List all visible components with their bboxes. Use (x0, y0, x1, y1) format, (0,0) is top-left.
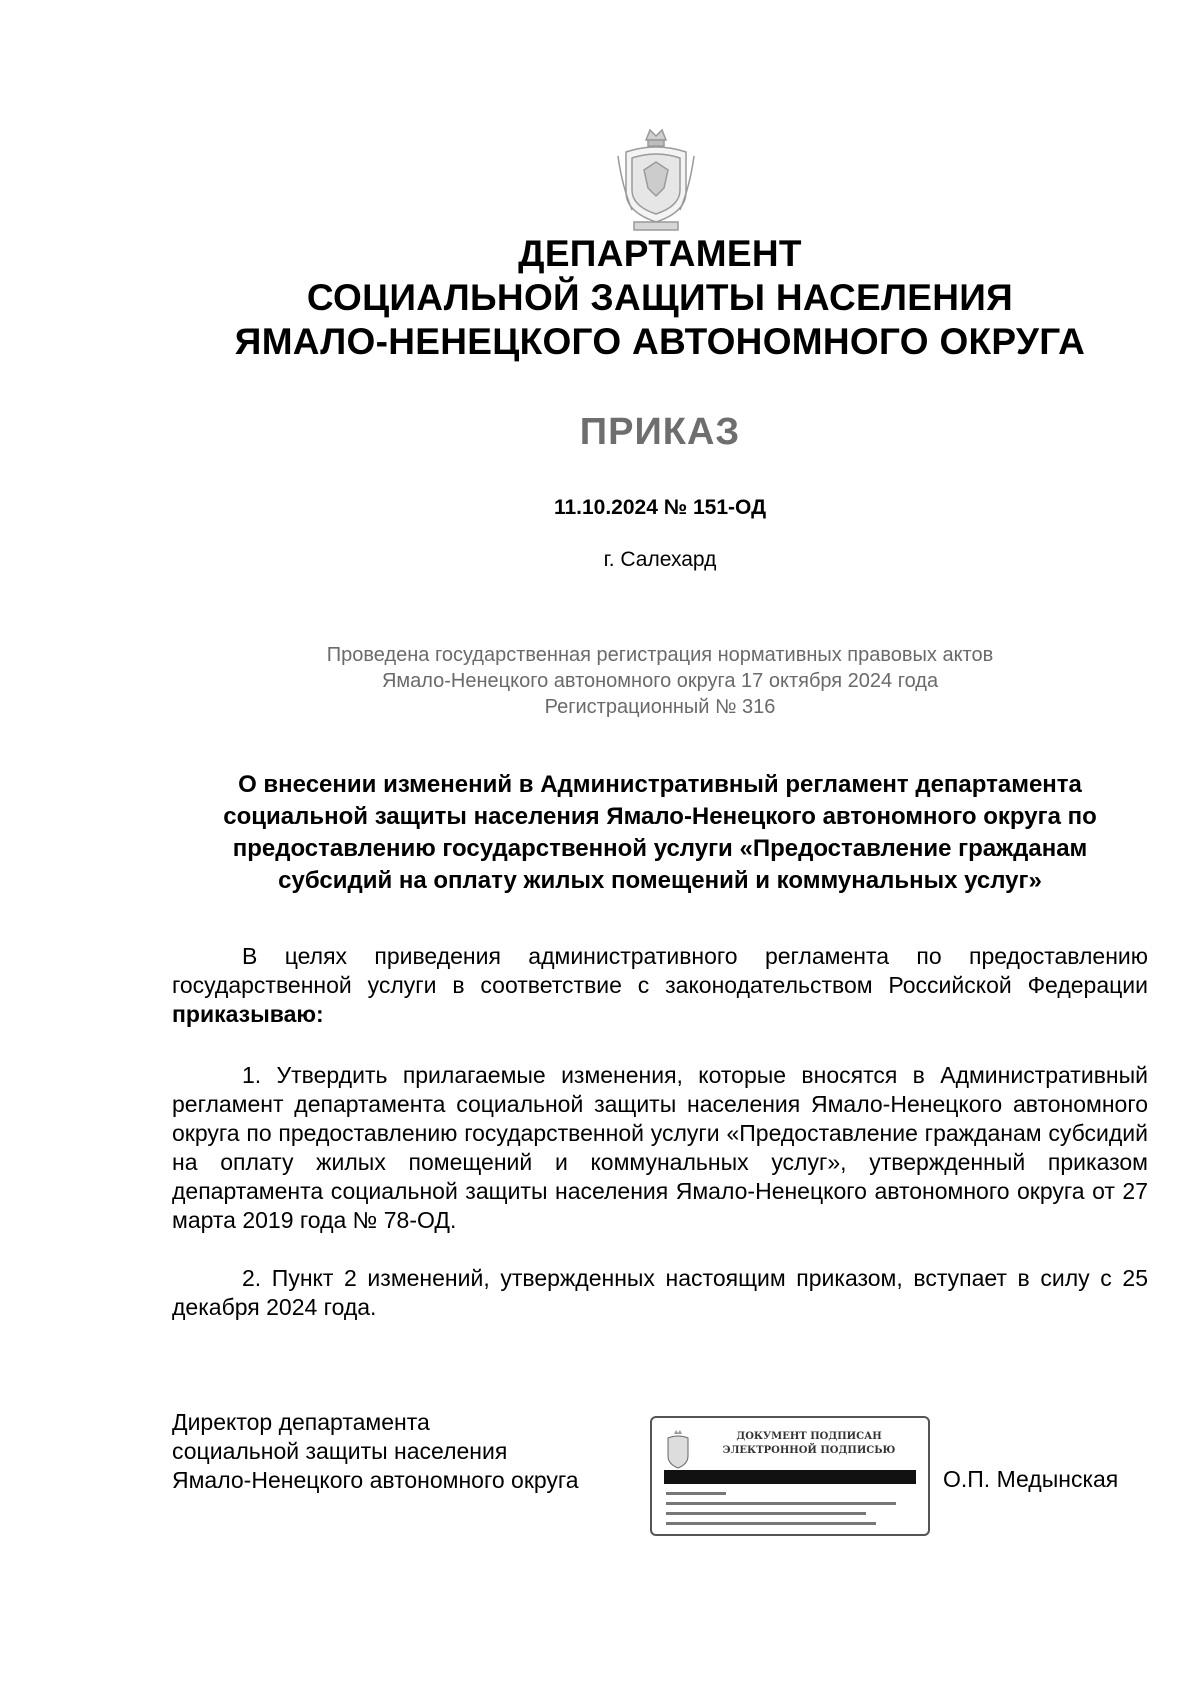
stamp-detail-line (666, 1522, 876, 1525)
department-title (0, 232, 1200, 364)
signer-position-line1: Директор департамента (172, 1409, 430, 1435)
stamp-detail-line (666, 1512, 866, 1515)
preamble-paragraph (172, 942, 1148, 1029)
order-heading: ПРИКАЗ (579, 411, 741, 453)
stamp-certificate-bar (664, 1470, 916, 1484)
coat-of-arms-emblem (616, 126, 696, 234)
department-title-line1: ДЕПАРТАМЕНТ (518, 233, 802, 274)
signer-position-line2: социальной защиты населения (172, 1438, 508, 1464)
registration-note (0, 642, 1200, 720)
subject-line3: предоставлению государственной услуги «Предоставление гражданам (232, 835, 1088, 862)
stamp-title-line1: ДОКУМЕНТ ПОДПИСАН (736, 1431, 882, 1442)
preamble-bold-word: приказываю: (172, 1001, 324, 1027)
item-1-paragraph: 1. Утвердить прилагаемые изменения, которые вносятся в Административный регламент департамента социальной защиты населения Ямало-Ненецкого автономного округа по предоставлению государственной услуги «Предоставление гражданам субсидий на оплату жилых помещений и коммунальных услуг», утвержденный приказом департамента социальной защиты населения Ямало-Ненецкого автономного округа от 27 марта 2019 года № 78-ОД. (172, 1062, 1148, 1233)
department-title-line3: ЯМАЛО-НЕНЕЦКОГО АВТОНОМНОГО ОКРУГА (234, 321, 1086, 362)
order-date-number: 11.10.2024 № 151-ОД (553, 496, 767, 519)
stamp-emblem-icon (664, 1430, 692, 1470)
subject-line4: субсидий на оплату жилых помещений и коммунальных услуг» (278, 867, 1042, 894)
registration-line2: Ямало-Ненецкого автономного округа 17 октября 2024 года (381, 670, 939, 692)
item-2-paragraph: 2. Пункт 2 изменений, утвержденных настоящим приказом, вступает в силу с 25 декабря 2024 года. (172, 1265, 1148, 1320)
electronic-signature-stamp (650, 1416, 930, 1536)
order-city: г. Салехард (603, 548, 717, 571)
signer-position-line3: Ямало-Ненецкого автономного округа (172, 1467, 579, 1493)
signer-position (172, 1408, 579, 1495)
department-title-line2: СОЦИАЛЬНОЙ ЗАЩИТЫ НАСЕЛЕНИЯ (306, 277, 1014, 318)
subject-line2: социальной защиты населения Ямало-Ненецкого автономного округа по (223, 803, 1097, 830)
stamp-title-line2: ЭЛЕКТРОННОЙ ПОДПИСЬЮ (722, 1445, 896, 1456)
signer-name: О.П. Медынская (943, 1466, 1119, 1492)
preamble-text: В целях приведения административного регламента по предоставлению государственной услуги в соответствие с законодательством Российской Федерации (172, 943, 1148, 998)
stamp-detail-line (666, 1502, 896, 1505)
stamp-title (700, 1430, 918, 1458)
subject-line1: О внесении изменений в Административный регламент департамента (238, 771, 1082, 798)
registration-line1: Проведена государственная регистрация нормативных правовых актов (326, 644, 994, 666)
order-subject (150, 769, 1170, 897)
registration-line3: Регистрационный № 316 (544, 696, 776, 718)
stamp-detail-line (666, 1492, 726, 1495)
